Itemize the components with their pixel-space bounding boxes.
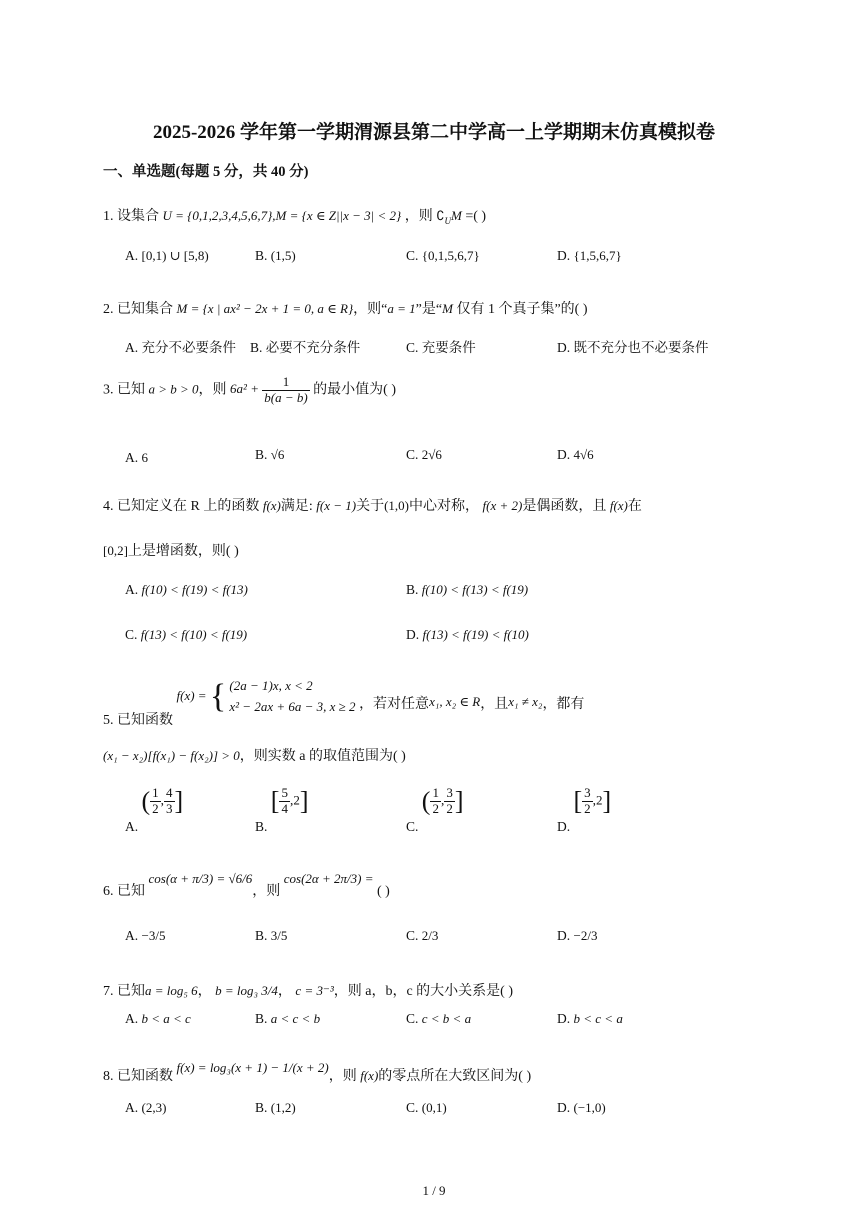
question-5: 5. 已知函数 f(x) = { (2a − 1)x, x < 2 x² − 2ax + 6a − 3, x ≥ 2 ，若对任意x₁, x₂ ∈ R，且x₁ ≠ x₂，都有	[103, 677, 585, 728]
option-c: C. 充要条件	[406, 340, 476, 355]
option-d: D. b < c < a	[557, 1011, 623, 1026]
question-5-line2: (x₁ − x₂)[f(x₁) − f(x₂)] > 0，则实数 a 的取值范围为( )	[103, 748, 406, 764]
option-d: D. (−1,0)	[557, 1100, 606, 1115]
option-b: B. a < c < b	[255, 1011, 321, 1026]
question-3: 3. 已知 a > b > 0，则 6a² + $\frac{1}{b(a - b)}$ 的最小值为( )	[103, 374, 396, 405]
question-4-line2: [0,2]上是增函数，则( )	[103, 543, 239, 559]
option-b: B. [ $\frac{5}{4}$ ,2]	[255, 785, 309, 834]
option-c: C. 2√6	[406, 447, 442, 462]
option-c: C. ( $\frac{1}{2}$ , $\frac{3}{2}$ ]	[406, 785, 464, 834]
option-d: D. −2/3	[557, 928, 598, 943]
option-b: B. f(10) < f(13) < f(19)	[406, 582, 529, 597]
option-a: A. (2,3)	[125, 1100, 167, 1115]
question-1: 1. 设集合 U = {0,1,2,3,4,5,6,7},M = {x ∈ Z||x − 3| < 2} ，则 $∁_UM$ =( )	[103, 208, 487, 226]
option-b: B. 必要不充分条件	[250, 340, 361, 355]
option-a: A. f(10) < f(19) < f(13)	[125, 582, 248, 597]
option-c: C. {0,1,5,6,7}	[406, 248, 480, 263]
option-b: B. (1,2)	[255, 1100, 296, 1115]
option-d: D. {1,5,6,7}	[557, 248, 622, 263]
question-6: 6. 已知 cos(α + π/3) = √6/6，则 cos(2α + 2π/3) = ( )	[103, 871, 390, 899]
option-a: A. b < a < c	[125, 1011, 191, 1026]
option-d: D. 4√6	[557, 447, 594, 462]
question-7: 7. 已知a = log₅ 6， b = log₃ 3/4， c = 3⁻³，则 a，b，c 的大小关系是( )	[103, 983, 513, 999]
option-a: A. −3/5	[125, 928, 166, 943]
option-c: C. f(13) < f(10) < f(19)	[125, 627, 248, 642]
section-heading: 一、单选题(每题 5 分，共 40 分)	[103, 164, 309, 180]
option-d: D. 既不充分也不必要条件	[557, 340, 709, 355]
option-b: B. √6	[255, 447, 285, 462]
option-c: C. (0,1)	[406, 1100, 447, 1115]
option-d: D. f(13) < f(19) < f(10)	[406, 627, 529, 642]
option-a: A. 充分不必要条件	[125, 340, 236, 355]
page-number: 1 / 9	[422, 1183, 446, 1198]
option-b: B. (1,5)	[255, 248, 296, 263]
option-c: C. c < b < a	[406, 1011, 472, 1026]
question-1-sets: U = {0,1,2,3,4,5,6,7},M = {x ∈ Z||x − 3| < 2}	[162, 208, 402, 223]
question-8: 8. 已知函数 f(x) = log₃(x + 1) − 1/(x + 2)，则 f(x)的零点所在大致区间为( )	[103, 1060, 532, 1084]
option-d: D. [ $\frac{3}{2}$ ,2]	[557, 785, 612, 834]
question-1-stem: 1. 设集合	[103, 209, 159, 224]
option-c: C. 2/3	[406, 928, 439, 943]
option-a: A. 6	[125, 450, 148, 465]
option-b: B. 3/5	[255, 928, 288, 943]
option-a: A. [0,1) ∪ [5,8)	[125, 248, 209, 263]
question-4: 4. 已知定义在 R 上的函数 f(x)满足: f(x − 1)关于(1,0)中心对称， f(x + 2)是偶函数，且 f(x)在	[103, 498, 642, 514]
page-title: 2025-2026 学年第一学期渭源县第二中学高一上学期期末仿真模拟卷	[152, 122, 716, 143]
question-2: 2. 已知集合 M = {x | ax² − 2x + 1 = 0, a ∈ R}，则“a = 1”是“M 仅有 1 个真子集”的( )	[103, 301, 588, 317]
option-a: A. ( $\frac{1}{2}$ , $\frac{4}{3}$ ]	[125, 785, 184, 834]
